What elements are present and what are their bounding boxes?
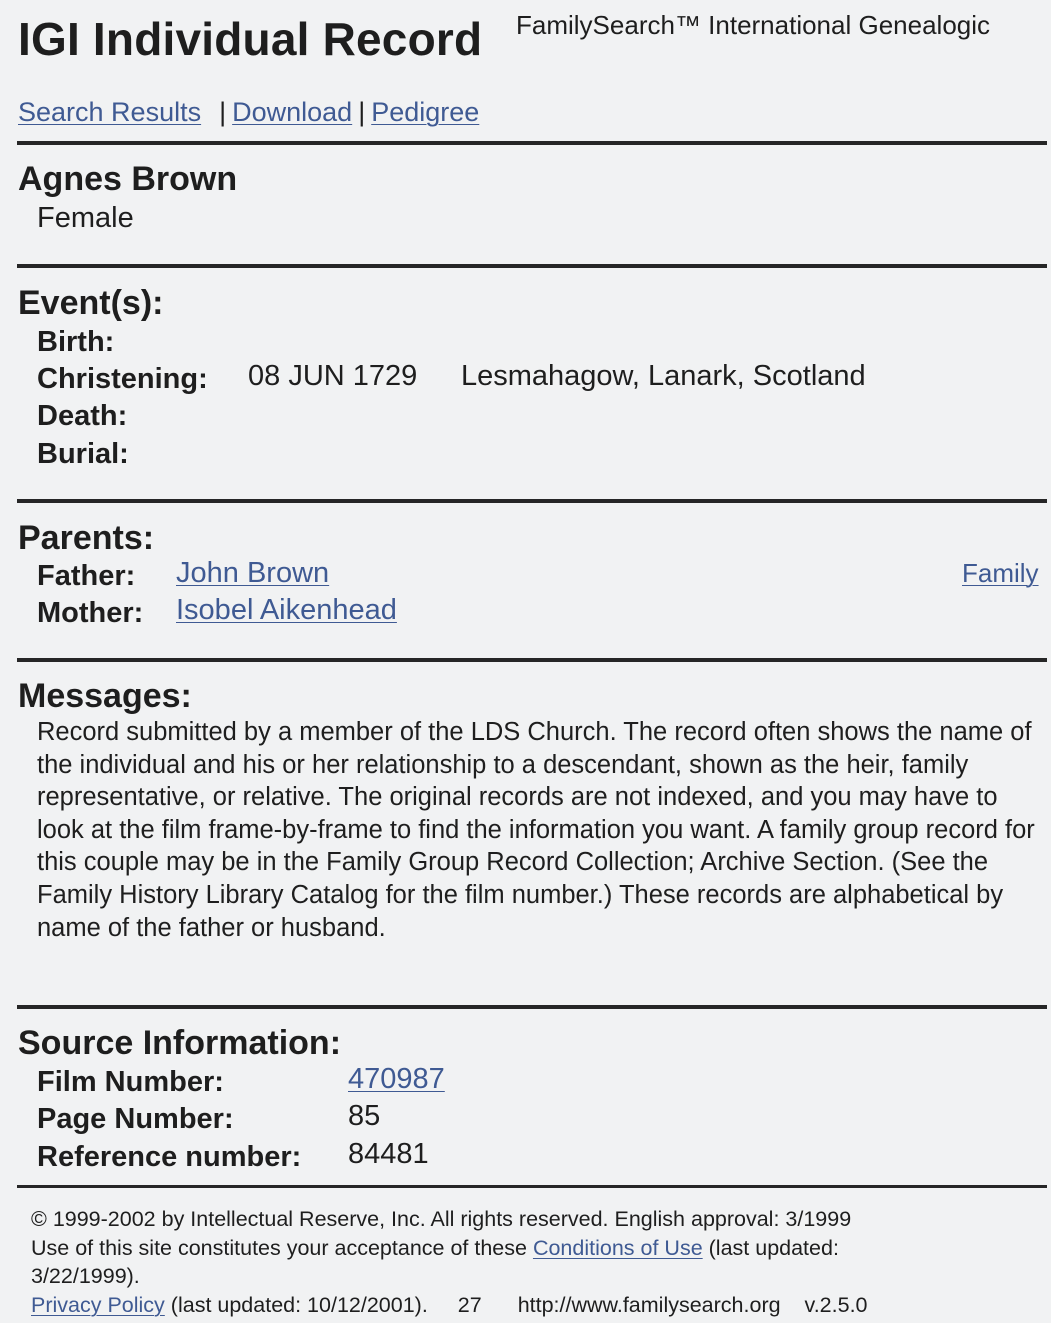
divider [17,141,1047,145]
nav-separator: | [219,97,227,127]
messages-text: Record submitted by a member of the LDS Church. The record often shows the name of the individual and his or her relationship to a descendant, shown as the heir, family representative, or relative. The original records are not indexed, and you may have to look at the film frame-by-frame to find the information you want. A family group record for this couple may be in the Family Group Record Collection; Archive Section. (See the Family History Library Catalog for the film number.) These records are alphabetical by name of the father or husband. [37,718,1035,942]
messages-heading: Messages: [18,677,192,715]
reference-number-value: 84481 [348,1138,429,1170]
version-text: v.2.5.0 [804,1292,868,1317]
pedigree-link[interactable]: Pedigree [371,97,480,127]
footer [31,1205,1031,1319]
father-link[interactable]: John Brown [176,557,330,589]
burial-label: Burial: [37,438,129,470]
privacy-policy-link[interactable]: Privacy Policy [31,1292,165,1317]
reference-number-label: Reference number: [37,1141,302,1173]
film-number-label: Film Number: [37,1066,224,1098]
person-sex: Female [37,202,134,234]
divider [17,1005,1047,1009]
search-results-link[interactable]: Search Results [18,97,202,127]
page-number-label: Page Number: [37,1103,234,1135]
christening-label: Christening: [37,363,208,395]
person-name: Agnes Brown [18,160,238,198]
source-heading: Source Information: [18,1024,342,1062]
birth-label: Birth: [37,326,115,358]
christening-place: Lesmahagow, Lanark, Scotland [461,360,866,392]
download-link[interactable]: Download [232,97,353,127]
death-label: Death: [37,400,128,432]
terms-updated-text: (last updated: [708,1235,839,1260]
nav-bar [18,97,479,128]
events-heading: Event(s): [18,284,164,322]
terms-text: Use of this site constitutes your acceptance of these [31,1235,527,1260]
conditions-of-use-link[interactable]: Conditions of Use [532,1235,703,1260]
page-number: 27 [457,1292,482,1317]
site-url: http://www.familysearch.org [517,1292,781,1317]
film-number-link[interactable]: 470987 [348,1063,445,1095]
page-title: IGI Individual Record [18,13,483,65]
family-link[interactable]: Family [962,558,1039,588]
nav-separator: | [358,97,366,127]
christening-date: 08 JUN 1729 [248,360,418,392]
copyright-text: © 1999-2002 by Intellectual Reserve, Inc. All rights reserved. English approval: 3/1999 [31,1207,852,1231]
mother-link[interactable]: Isobel Aikenhead [176,594,397,626]
mother-label: Mother: [37,597,144,629]
divider [17,499,1047,503]
divider [17,658,1047,662]
page-number-value: 85 [348,1100,381,1132]
terms-updated-date: 3/22/1999). [31,1264,140,1288]
site-title: FamilySearch™ International Genealogic [516,10,991,40]
privacy-updated-text: (last updated: 10/12/2001). [170,1292,428,1317]
divider [17,264,1047,268]
parents-heading: Parents: [18,519,155,557]
divider [17,1185,1047,1188]
father-label: Father: [37,560,136,592]
